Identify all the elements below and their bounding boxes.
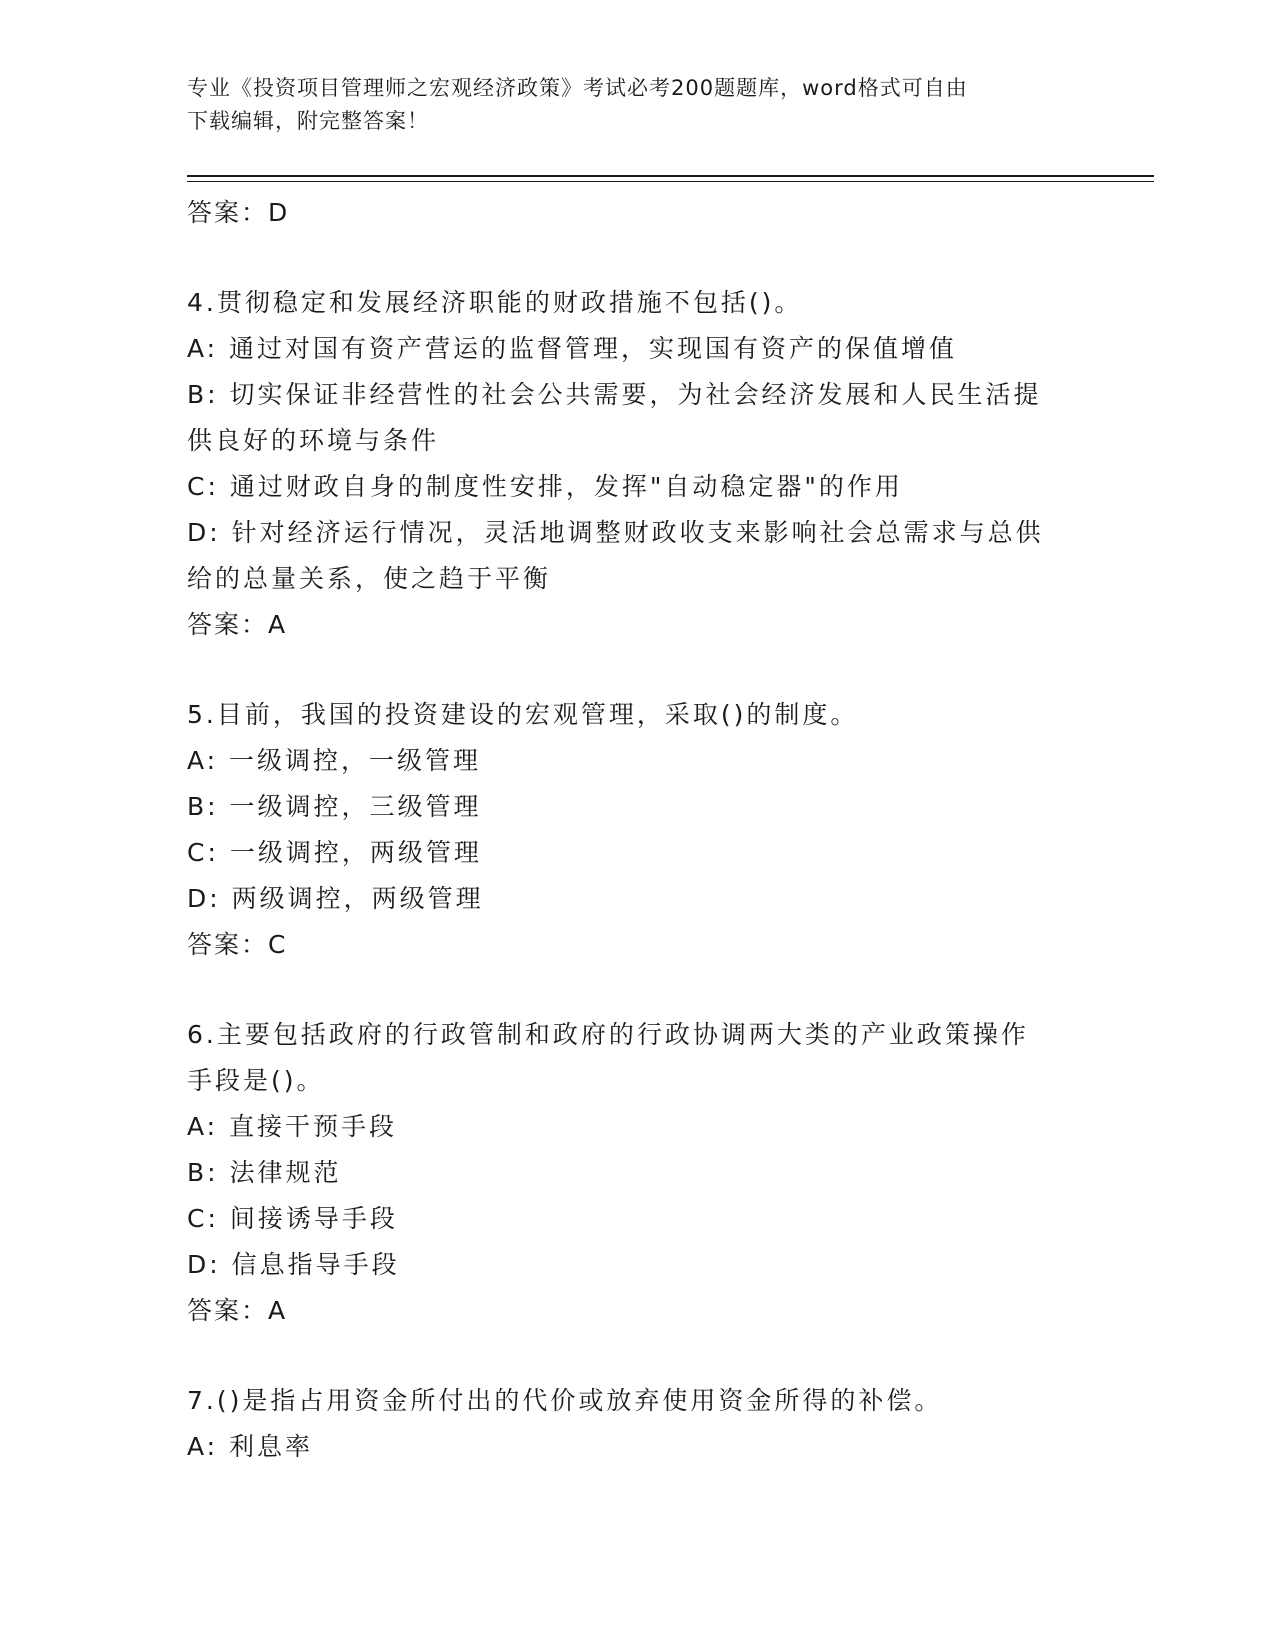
question-list	[187, 190, 1087, 1470]
header-line-1: 专业《投资项目管理师之宏观经济政策》考试必考200题题库，word格式可自由	[187, 76, 968, 100]
header-line-2: 下载编辑，附完整答案！	[187, 109, 429, 133]
document-header	[187, 72, 1087, 138]
option-a: A: 通过对国有资产营运的监督管理，实现国有资产的保值增值	[187, 334, 958, 363]
answer-line: 答案：A	[187, 1296, 288, 1325]
option-d: 给的总量关系，使之趋于平衡	[187, 564, 552, 593]
question-block	[187, 692, 1087, 968]
option-b: 供良好的环境与条件	[187, 426, 440, 455]
option-a: A: 利息率	[187, 1432, 314, 1461]
option-c: C: 通过财政自身的制度性安排，发挥"自动稳定器"的作用	[187, 472, 903, 501]
header-divider	[187, 175, 1154, 177]
option-c: C: 一级调控，两级管理	[187, 838, 482, 867]
question-block	[187, 1012, 1087, 1334]
option-b: B: 切实保证非经营性的社会公共需要，为社会经济发展和人民生活提	[187, 380, 1042, 409]
answer-line: 答案：C	[187, 930, 288, 959]
option-b: B: 一级调控，三级管理	[187, 792, 482, 821]
option-b: B: 法律规范	[187, 1158, 342, 1187]
option-d: D: 针对经济运行情况，灵活地调整财政收支来影响社会总需求与总供	[187, 518, 1044, 547]
option-a: A: 直接干预手段	[187, 1112, 398, 1141]
question-block	[187, 280, 1087, 648]
answer-line: 答案：A	[187, 610, 288, 639]
header-divider-thin	[187, 181, 1154, 182]
question-stem: 手段是()。	[187, 1066, 325, 1095]
question-stem: 4.贯彻稳定和发展经济职能的财政措施不包括()。	[187, 288, 803, 317]
question-stem: 7.()是指占用资金所付出的代价或放弃使用资金所得的补偿。	[187, 1386, 943, 1415]
option-d: D: 信息指导手段	[187, 1250, 400, 1279]
option-c: C: 间接诱导手段	[187, 1204, 398, 1233]
answer-line: 答案：D	[187, 198, 290, 227]
question-stem: 5.目前，我国的投资建设的宏观管理，采取()的制度。	[187, 700, 859, 729]
option-a: A: 一级调控，一级管理	[187, 746, 482, 775]
question-stem: 6.主要包括政府的行政管制和政府的行政协调两大类的产业政策操作	[187, 1020, 1029, 1049]
question-block	[187, 1378, 1087, 1470]
option-d: D: 两级调控，两级管理	[187, 884, 484, 913]
